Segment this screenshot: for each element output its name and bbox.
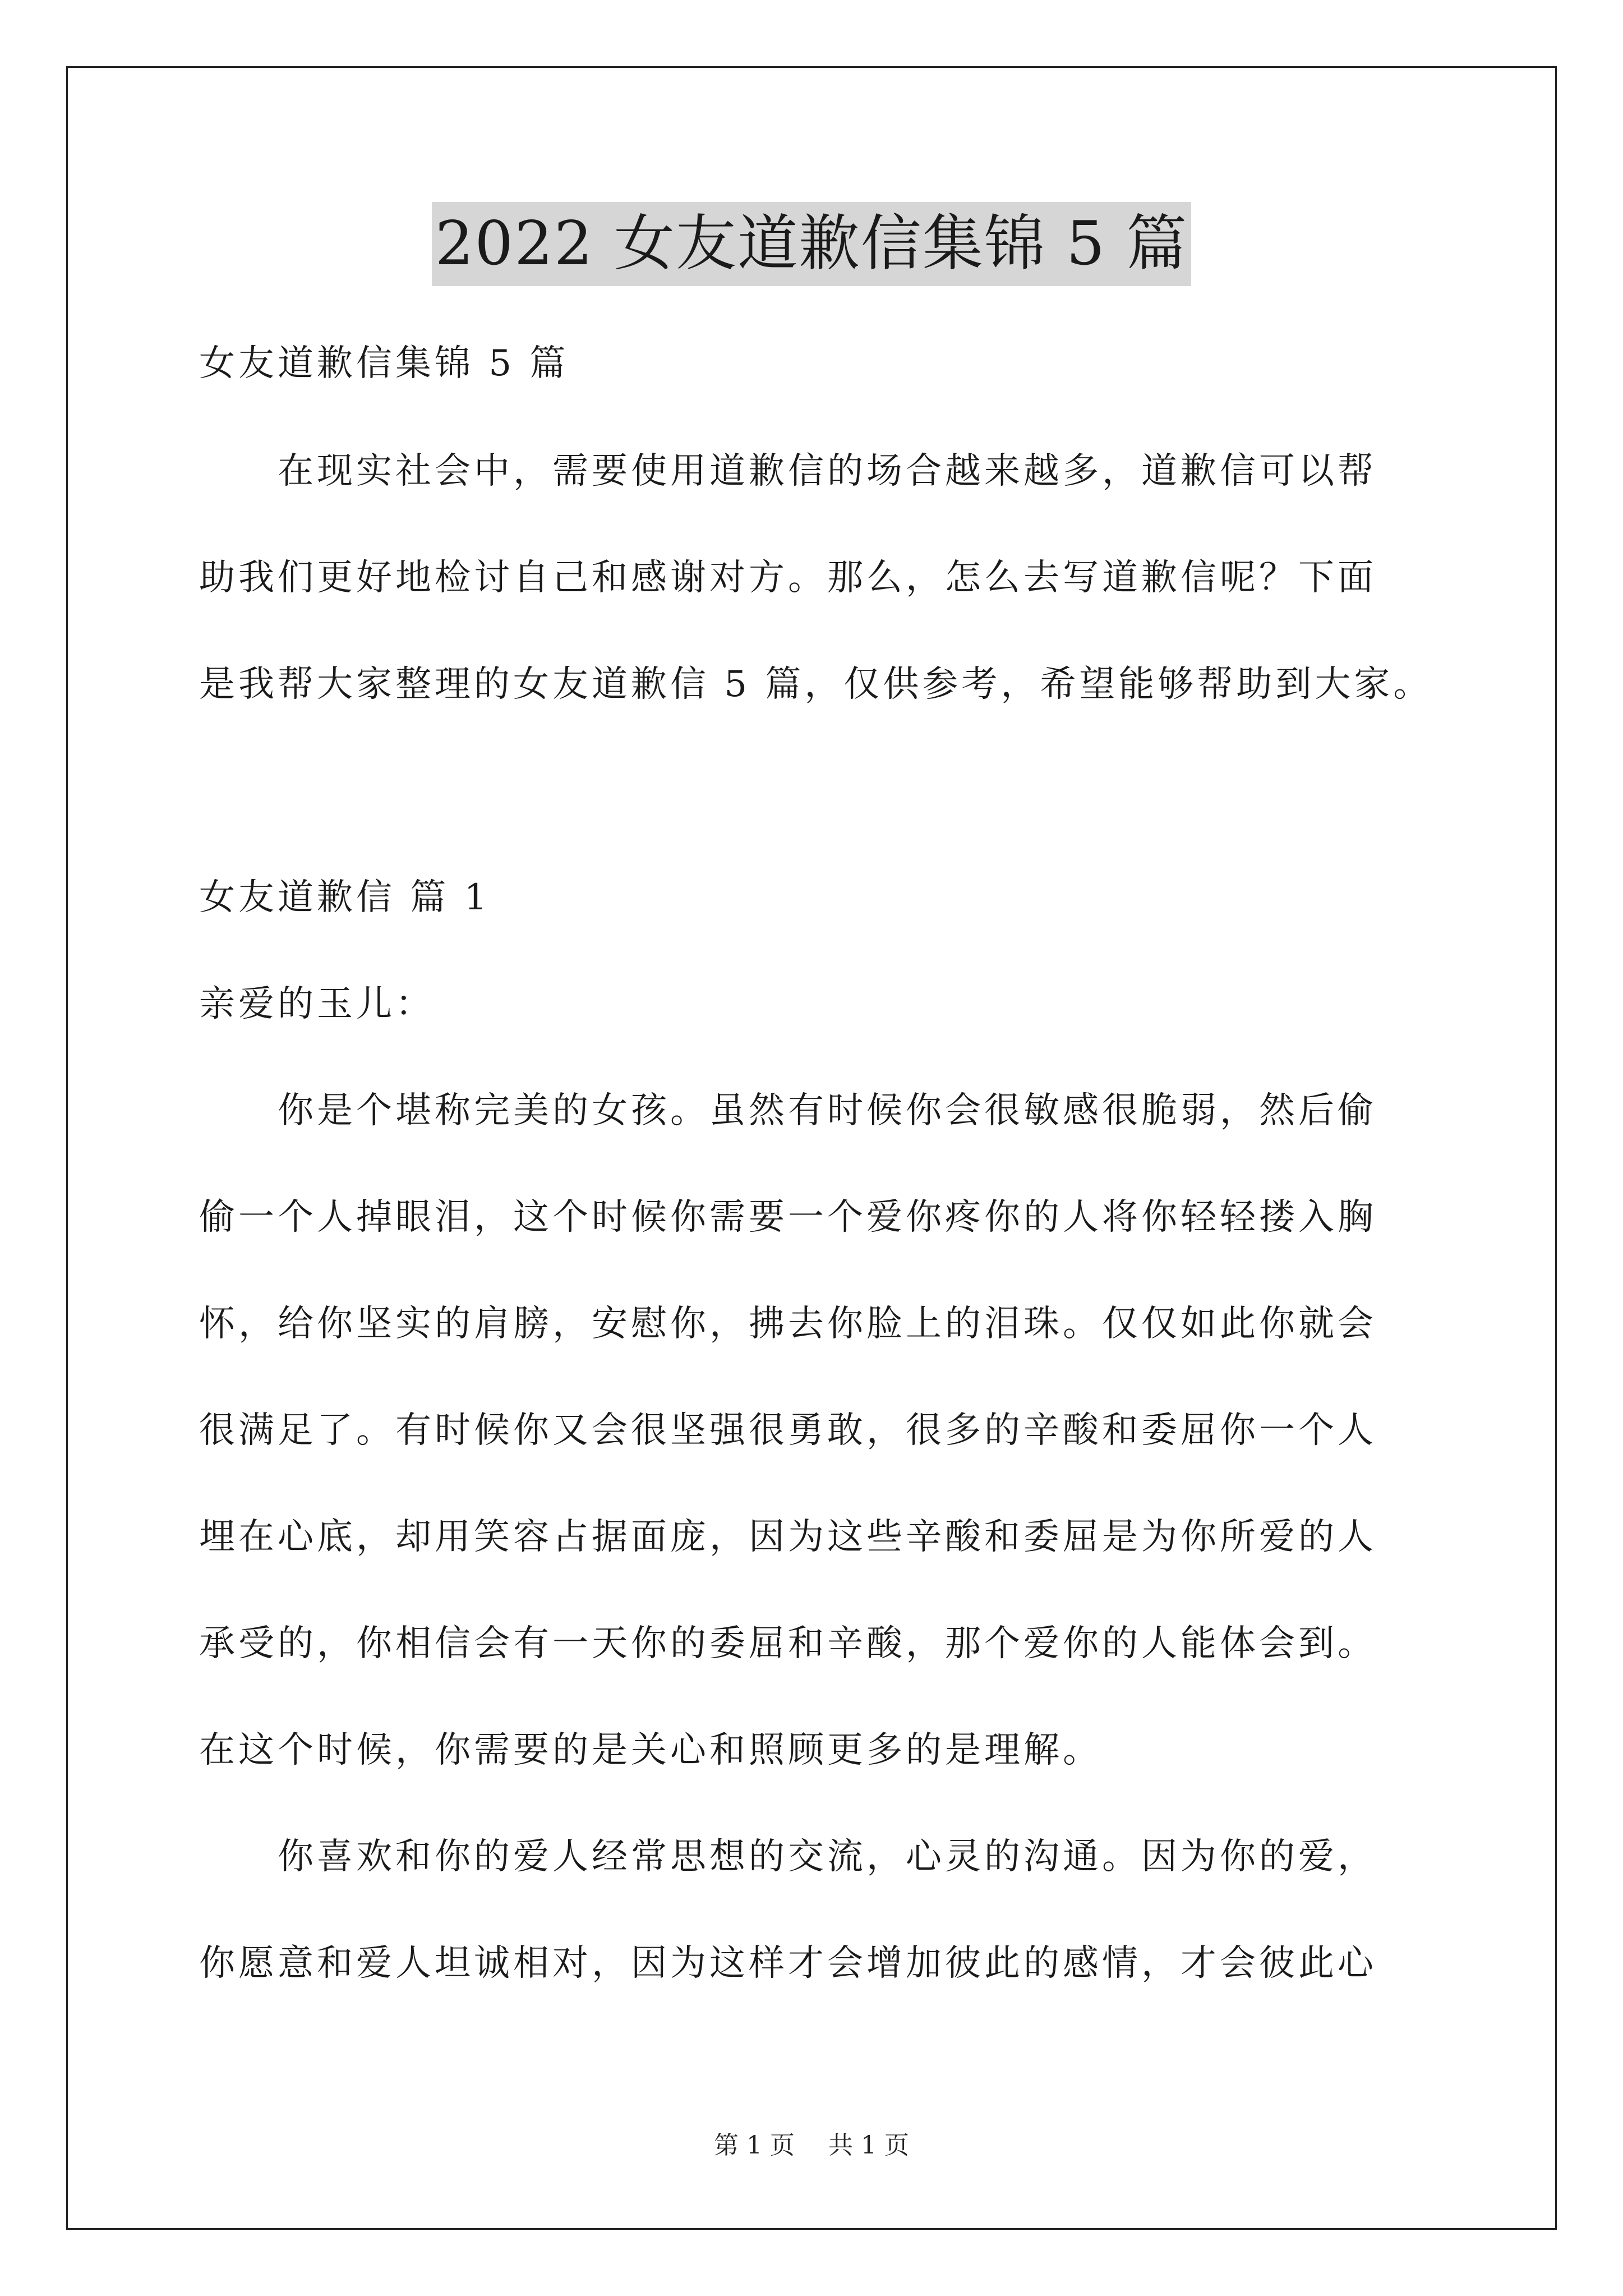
text-line: 是我帮大家整理的女友道歉信 5 篇，仅供参考，希望能够帮助到大家。: [199, 664, 1433, 705]
text-line: 很满足了。有时候你又会很坚强很勇敢，很多的辛酸和委屈你一个人: [199, 1410, 1377, 1451]
intro-paragraph: [199, 444, 1433, 711]
salutation: 亲爱的玉儿：: [199, 983, 435, 1025]
document-subtitle: 女友道歉信集锦 5 篇: [199, 343, 569, 384]
text-line: 承受的，你相信会有一天你的委屈和辛酸，那个爱你的人能体会到。: [199, 1623, 1377, 1664]
document-title: 2022 女友道歉信集锦 5 篇: [432, 202, 1192, 286]
page-number: 第 1 页: [714, 2131, 795, 2160]
page-footer: [0, 2129, 1623, 2162]
text-line: 你喜欢和你的爱人经常思想的交流，心灵的沟通。因为你的爱，: [199, 1836, 1377, 1878]
section-spacer: [199, 764, 1433, 871]
title-container: [0, 202, 1623, 286]
text-line: 你愿意和爱人坦诚相对，因为这样才会增加彼此的感情，才会彼此心: [199, 1943, 1377, 1984]
document-body: [199, 337, 1433, 2043]
text-line: 怀，给你坚实的肩膀，安慰你，拂去你脸上的泪珠。仅仅如此你就会: [199, 1303, 1377, 1345]
text-line: 埋在心底，却用笑容占据面庞，因为这些辛酸和委屈是为你所爱的人: [199, 1516, 1377, 1558]
text-line: 在这个时候，你需要的是关心和照顾更多的是理解。: [199, 1729, 1102, 1771]
body-paragraph-1: [199, 1084, 1433, 1777]
text-line: 你是个堪称完美的女孩。虽然有时候你会很敏感很脆弱，然后偷: [199, 1090, 1377, 1131]
text-line: 助我们更好地检讨自己和感谢对方。那么，怎么去写道歉信呢？下面: [199, 557, 1377, 599]
text-line: 在现实社会中，需要使用道歉信的场合越来越多，道歉信可以帮: [199, 450, 1377, 492]
page-total: 共 1 页: [828, 2131, 909, 2160]
section-heading: 女友道歉信 篇 1: [199, 877, 491, 918]
body-paragraph-2: [199, 1830, 1433, 1990]
text-line: 偷一个人掉眼泪，这个时候你需要一个爱你疼你的人将你轻轻搂入胸: [199, 1197, 1377, 1238]
